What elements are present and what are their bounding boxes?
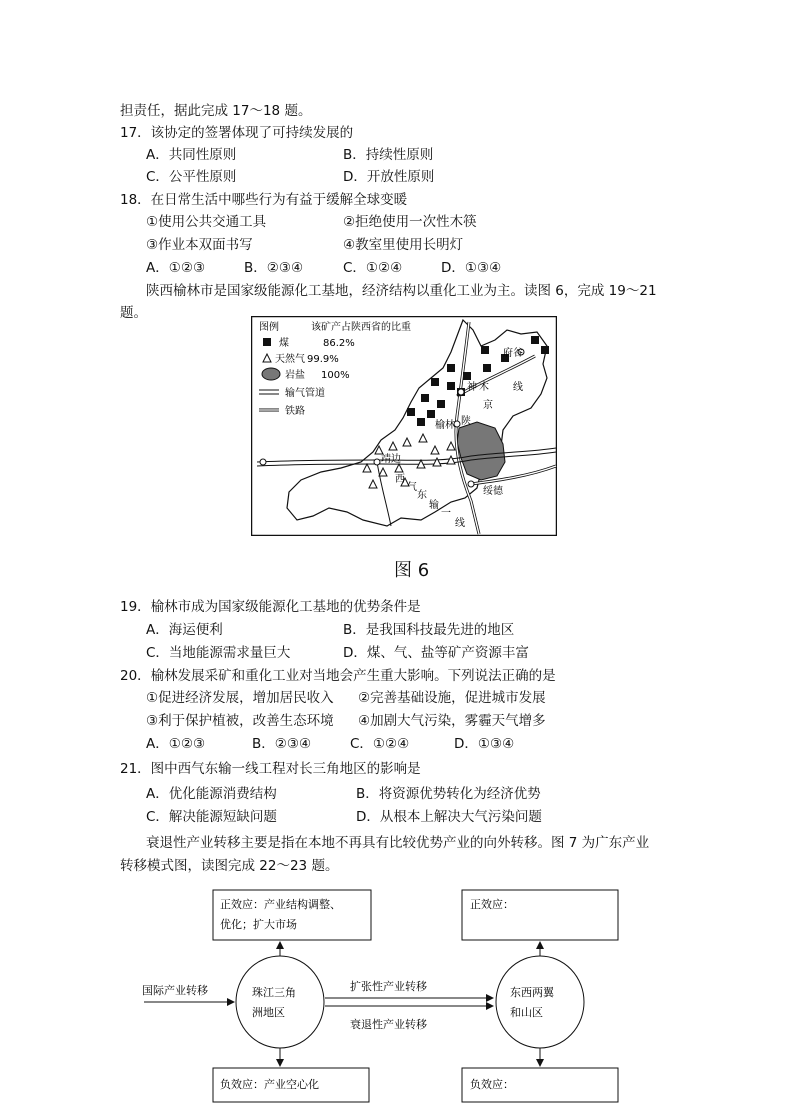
prd-line1: 珠江三角 bbox=[252, 986, 296, 999]
xqds-char3: 东 bbox=[417, 490, 427, 501]
q18-option-d: D．①③④ bbox=[441, 260, 502, 276]
legend-salt-value: 100% bbox=[321, 370, 350, 381]
jingbian-city-marker bbox=[374, 459, 380, 465]
xqds-char5: 一 bbox=[441, 508, 451, 519]
q21-option-c: C．解决能源短缺问题 bbox=[146, 809, 277, 825]
q18-option-a: A．①②③ bbox=[146, 260, 206, 276]
prd-node bbox=[236, 956, 324, 1048]
q19-option-c: C．当地能源需求量巨大 bbox=[146, 645, 291, 661]
place-fugu: 府谷 bbox=[503, 348, 523, 359]
q20-item-2: ②完善基础设施，促进城市发展 bbox=[358, 690, 546, 706]
coal-mark bbox=[431, 378, 439, 386]
jingshan-char1: 京 bbox=[483, 400, 493, 411]
legend-title: 图例 bbox=[259, 322, 279, 333]
q20-item-1: ①促进经济发展，增加居民收入 bbox=[146, 690, 334, 706]
coal-mark bbox=[447, 364, 455, 372]
coal-mark bbox=[531, 336, 539, 344]
coal-legend-symbol bbox=[263, 338, 271, 346]
shenmu-line-char3: 线 bbox=[513, 382, 523, 393]
q18-item-3: ③作业本双面书写 bbox=[146, 237, 253, 253]
left-negative-text: 负效应：产业空心化 bbox=[220, 1078, 319, 1091]
q18-option-c: C．①②④ bbox=[343, 260, 403, 276]
q19-stem: 19．榆林市成为国家级能源化工基地的优势条件是 bbox=[120, 599, 421, 615]
q19-option-d: D．煤、气、盐等矿产资源丰富 bbox=[343, 645, 529, 661]
left-positive-line1: 正效应：产业结构调整、 bbox=[220, 898, 341, 911]
jingshan-char2: 陕 bbox=[461, 416, 471, 427]
intl-transfer-label: 国际产业转移 bbox=[142, 984, 208, 997]
coal-mark bbox=[407, 408, 415, 416]
legend-salt-name: 岩盐 bbox=[285, 370, 305, 381]
xqds-char6: 线 bbox=[455, 518, 465, 529]
salt-legend-symbol bbox=[262, 368, 280, 380]
legend-subtitle: 该矿产占陕西省的比重 bbox=[311, 322, 411, 333]
q17-stem: 17．该协定的签署体现了可持续发展的 bbox=[120, 125, 354, 141]
place-suide: 绥德 bbox=[483, 486, 503, 497]
shenmu-line-char2: 木 bbox=[479, 382, 489, 393]
q18-item-4: ④教室里使用长明灯 bbox=[343, 237, 464, 253]
q20-option-c: C．①②④ bbox=[350, 736, 410, 752]
q20-item-3: ③利于保护植被，改善生态环境 bbox=[146, 713, 334, 729]
ew-line1: 东西两翼 bbox=[510, 986, 554, 999]
coal-mark bbox=[421, 394, 429, 402]
legend-pipeline-name: 输气管道 bbox=[285, 388, 325, 399]
figure-6-caption: 图 6 bbox=[394, 560, 430, 581]
q18-option-b: B．②③④ bbox=[244, 260, 304, 276]
ew-mountain-node bbox=[496, 956, 584, 1048]
q20-item-4: ④加剧大气污染，雾霾天气增多 bbox=[358, 713, 546, 729]
legend-coal-value: 86.2% bbox=[323, 338, 355, 349]
xqds-char2: 气 bbox=[407, 482, 417, 493]
shenmu-line-char1: 神 bbox=[467, 382, 477, 393]
prd-line2: 洲地区 bbox=[252, 1006, 285, 1019]
q20-stem: 20．榆林发展采矿和重化工业对当地会产生重大影响。下列说法正确的是 bbox=[120, 668, 556, 684]
q20-option-b: B．②③④ bbox=[252, 736, 312, 752]
coal-mark bbox=[481, 346, 489, 354]
q21-stem: 21．图中西气东输一线工程对长三角地区的影响是 bbox=[120, 761, 421, 777]
west-end-marker bbox=[260, 459, 266, 465]
coal-mark bbox=[541, 346, 549, 354]
place-jingbian: 靖边 bbox=[381, 454, 401, 465]
q18-item-1: ①使用公共交通工具 bbox=[146, 214, 267, 230]
coal-mark bbox=[427, 410, 435, 418]
q19-option-a: A．海运便利 bbox=[146, 622, 223, 638]
coal-mark bbox=[417, 418, 425, 426]
q17-option-a: A．共同性原则 bbox=[146, 147, 237, 163]
ew-line2: 和山区 bbox=[510, 1006, 543, 1019]
place-yulin: 榆林 bbox=[435, 420, 455, 431]
suide-city-marker bbox=[468, 481, 474, 487]
coal-mark bbox=[483, 364, 491, 372]
right-positive-text: 正效应： bbox=[470, 898, 514, 911]
map-figure-6 bbox=[251, 316, 557, 536]
passage-guangdong-line2: 转移模式图，读图完成 22～23 题。 bbox=[120, 858, 339, 874]
q18-stem: 18．在日常生活中哪些行为有益于缓解全球变暖 bbox=[120, 192, 408, 208]
passage-yulin-line2: 题。 bbox=[120, 305, 147, 321]
intro-tail: 担责任，据此完成 17～18 题。 bbox=[120, 103, 312, 119]
xqds-char1: 西 bbox=[395, 474, 405, 485]
q17-option-c: C．公平性原则 bbox=[146, 169, 237, 185]
legend-gas-value: 99.9% bbox=[307, 354, 339, 365]
q20-option-d: D．①③④ bbox=[454, 736, 515, 752]
xqds-char4: 输 bbox=[429, 500, 439, 511]
expand-transfer-label: 扩张性产业转移 bbox=[350, 980, 427, 993]
q21-option-d: D．从根本上解决大气污染问题 bbox=[356, 809, 542, 825]
q21-option-b: B．将资源优势转化为经济优势 bbox=[356, 786, 541, 802]
passage-yulin-line1: 陕西榆林市是国家级能源化工基地，经济结构以重化工业为主。读图 6，完成 19～21 bbox=[146, 283, 657, 299]
coal-mark bbox=[447, 382, 455, 390]
legend-coal-name: 煤 bbox=[279, 338, 289, 349]
industry-transfer-diagram bbox=[130, 882, 630, 1107]
coal-mark bbox=[463, 372, 471, 380]
passage-guangdong-line1: 衰退性产业转移主要是指在本地不再具有比较优势产业的向外转移。图 7 为广东产业 bbox=[146, 835, 650, 851]
shenmu-city-marker bbox=[458, 389, 464, 395]
coal-mark bbox=[437, 400, 445, 408]
legend-railway-name: 铁路 bbox=[285, 406, 305, 417]
left-positive-line2: 优化；扩大市场 bbox=[220, 918, 297, 931]
q20-option-a: A．①②③ bbox=[146, 736, 206, 752]
q17-option-b: B．持续性原则 bbox=[343, 147, 434, 163]
q17-option-d: D．开放性原则 bbox=[343, 169, 435, 185]
q19-option-b: B．是我国科技最先进的地区 bbox=[343, 622, 515, 638]
q18-item-2: ②拒绝使用一次性木筷 bbox=[343, 214, 477, 230]
legend-gas-name: 天然气 bbox=[275, 354, 305, 365]
q21-option-a: A．优化能源消费结构 bbox=[146, 786, 277, 802]
decline-transfer-label: 衰退性产业转移 bbox=[350, 1018, 427, 1031]
right-negative-text: 负效应： bbox=[470, 1078, 514, 1091]
